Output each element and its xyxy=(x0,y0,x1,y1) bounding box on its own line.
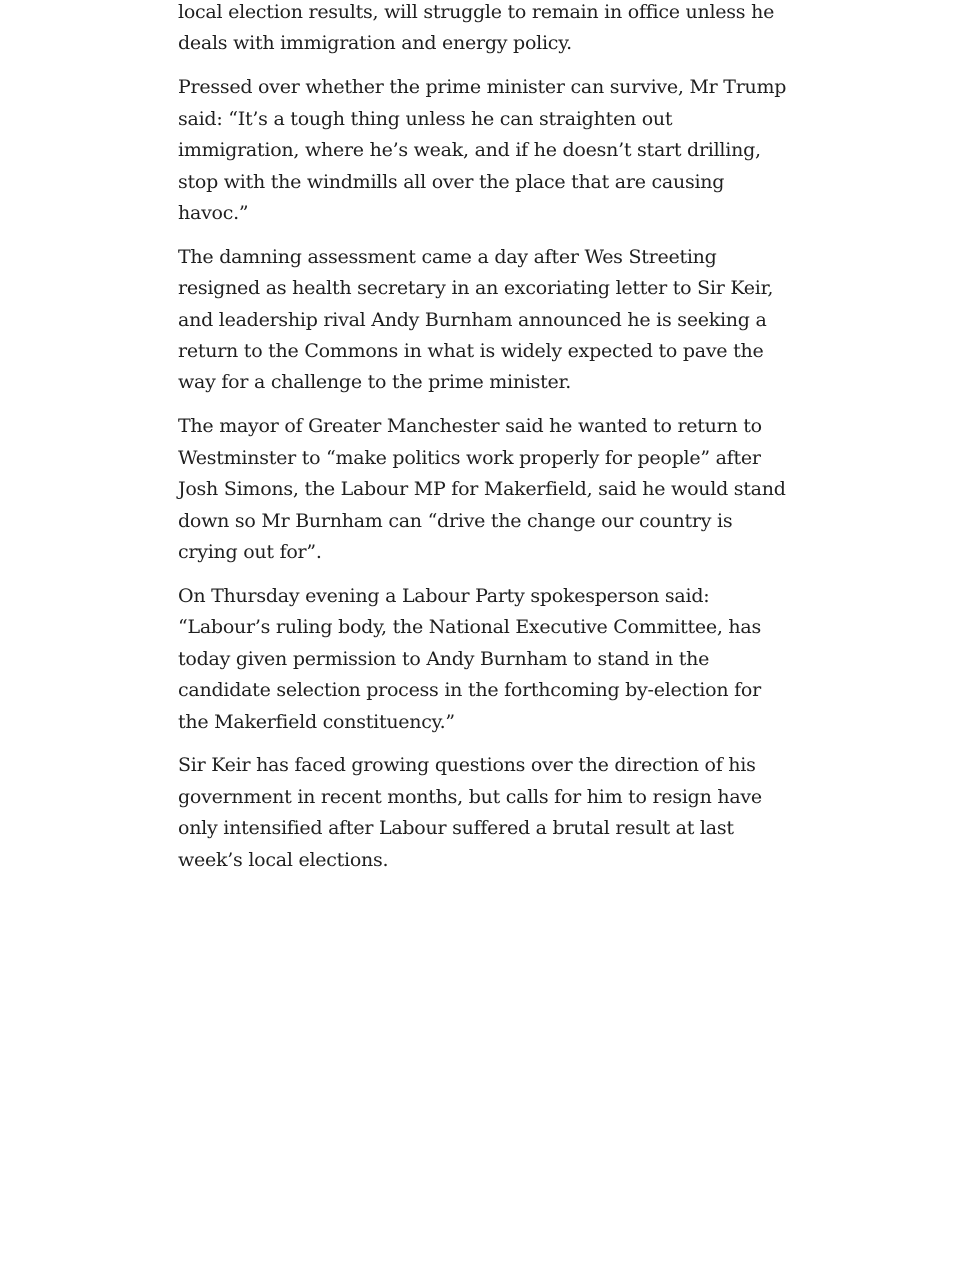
article-paragraph: Sir Keir has faced growing questions over the direction of his government in recent months, but calls for him to resign have only intensified after Labour suffered a brutal result at last week’s local elections. xyxy=(178,754,762,871)
article-paragraph: The damning assessment came a day after Wes Streeting resigned as health secretary in an excoriating letter to Sir Keir, and leadership rival Andy Burnham announced he is seeking a return to the Commons in what is widely expected to pave the way for a challenge to the prime minister. xyxy=(178,245,774,394)
article-body xyxy=(178,0,788,889)
article-paragraph: Pressed over whether the prime minister can survive, Mr Trump said: “It’s a tough thing unless he can straighten out immigration, where he’s weak, and if he doesn’t start drilling, stop with the windmills all over the place that are causing havoc.” xyxy=(178,76,787,224)
article-paragraph: The mayor of Greater Manchester said he wanted to return to Westminster to “make politics work properly for people” after Josh Simons, the Labour MP for Makerfield, said he would stand down so Mr Burnham can “drive the change our country is crying out for”. xyxy=(178,415,786,563)
article-paragraph: local election results, will struggle to remain in office unless he deals with immigration and energy policy. xyxy=(178,1,775,55)
article-paragraph: On Thursday evening a Labour Party spokesperson said: “Labour’s ruling body, the National Executive Committee, has today given permission to Andy Burnham to stand in the candidate selection process in the forthcoming by-election for the Makerfield constituency.” xyxy=(178,584,761,733)
